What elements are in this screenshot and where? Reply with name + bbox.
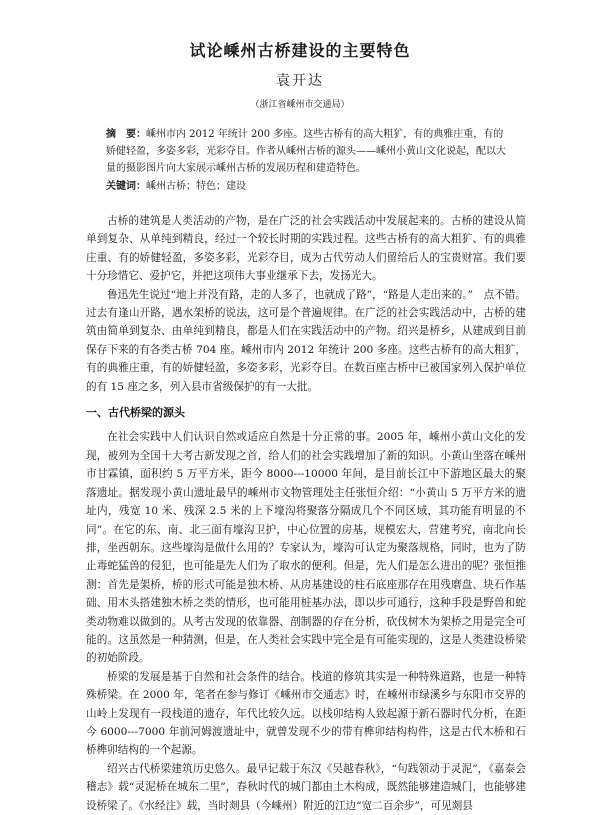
author-affiliation: （浙江省嵊州市交通局） <box>250 100 350 110</box>
author-name: 袁开达 <box>276 73 324 89</box>
section1-paragraph-1: 在社会实践中人们认识自然或适应自然是十分正常的事。2005 年，嵊州小黄山文化的发现，被列为全国十大考古新发现之首，给人们的社会实践增加了新的知识。小黄山坐落在嵊州市甘霖镇，面积约 5 万平方米，距今 8000---10000 年间，是目前长江中下游地区最大的聚落遗址。据发现小黄山遗址最早的嵊州市文物管理处主任张恒介绍：“小黄山 5 万平方米的遗址内，残宽 10 米、残深 2.5 米的上下壕沟将聚落分隔成几个不同区域，其功能有明显的不同”。在它的东、南、北三面有壕沟卫护，中心位置的房基，规模宏大，营建考究，南北向长排，坐西朝东。这些壕沟是做什么用的？专家认为，壕沟可认定为聚落规格，同时，也为了防止毒蛇猛兽的侵犯，也可能是先人们为了取水的便利。但是，先人们是怎么进出的呢？张恒推测：首先是架桥，桥的形式可能是独木桥、从房基建设的柱石底座那存在用残磨盘、块石作基础、用木头搭建独木桥之类的情形，也可能用桩基办法，即以步可通行，这种手段是野兽和蛇类动物难以做到的。从考古发现的依靠器、剖制器的存在分析，砍伐树木为架桥之用是完全可能的。这虽然是一种猜测，但是，在人类社会实践中完全是有可能实现的，这是人类建设桥梁的初始阶段。 <box>86 431 526 665</box>
intro-paragraph-2: 鲁迅先生说过“地上并没有路，走的人多了，也就成了路”，“路是人走出来的。” 点不错。过去有逢山开路，遇水架桥的说法，这可是个普遍规律。在广泛的社会实践活动中，古桥的建筑由简单到复杂、由单纯到精良，都是人们在实践活动中的产物。绍兴是桥乡，从建成到目前保存下来的有各类古桥 704 座。嵊州市内 2012 年统计 200 多座。这些古桥有的高大粗犷，有的典雅庄重，有的娇健轻盈，多姿多彩，光彩夺目。在数百座古桥中已被国家列入保护单位的有 15 座之多，列入县市省级保护的有一大批。 <box>86 288 526 393</box>
abstract-text: 嵊州市内 2012 年统计 200 多座。这些古桥有的高大粗犷，有的典雅庄重，有的娇健轻盈，多姿多彩，光彩夺目。作者从嵊州古桥的源头——嵊州小黄山文化说起，配以大量的摄影图片向大家展示嵊州古桥的发展历程和建造特色。 <box>106 129 506 174</box>
section-heading: 一、古代桥梁的源头 <box>86 406 185 420</box>
intro-paragraph-1: 古桥的建筑是人类活动的产物，是在广泛的社会实践活动中发展起来的。古桥的建设从简单到复杂、从单纯到精良，经过一个较长时期的实践过程。这些古桥有的高大粗犷、有的典雅庄重、有的娇健轻盈，多姿多彩，光彩夺目，成为古代劳动人们留给后人的宝贵财富。我们要十分珍惜它、爱护它，并把这项伟大事业继承下去，发扬光大。 <box>86 215 526 283</box>
abstract <box>106 126 510 177</box>
keywords-label: 关键词： <box>106 181 146 192</box>
keywords <box>106 178 510 195</box>
section1-paragraph-3: 绍兴古代桥梁建筑历史悠久。最早记载于东汉《吴越春秋》，“句践领动于灵泥”，《嘉泰会稽志》载“灵泥桥在城东二里”，春秋时代的城门都由土木构成，既然能够建造城门，也能够建设桥梁了。《水经注》载，当时剡县（今嵊州）附近的江边“宽二百余步”，可见剡县 <box>86 762 526 812</box>
abstract-label: 摘 要： <box>106 129 146 140</box>
paper-title: 试论嵊州古桥建设的主要特色 <box>189 41 411 60</box>
paper-body <box>86 212 526 815</box>
section1-paragraph-2: 桥梁的发展是基于自然和社会条件的结合。栈道的修筑其实是一种特殊道路，也是一种特殊桥梁。在 2000 年，笔者在参与修订《嵊州市交通志》时，在嵊州市绿溪乡与东阳市交界的山岭上发现有一段栈道的遗存，年代比较久远。以栈卯结构人致起源于新石器时代分析，在距今 6000---7000 年前河姆渡遗址中，就曾发现不少的带有榫卯结构构件，这是古代木桥和石桥榫卯结构的一个起源。 <box>86 670 526 757</box>
keywords-text: 嵊州古桥；特色；建设 <box>146 181 246 192</box>
